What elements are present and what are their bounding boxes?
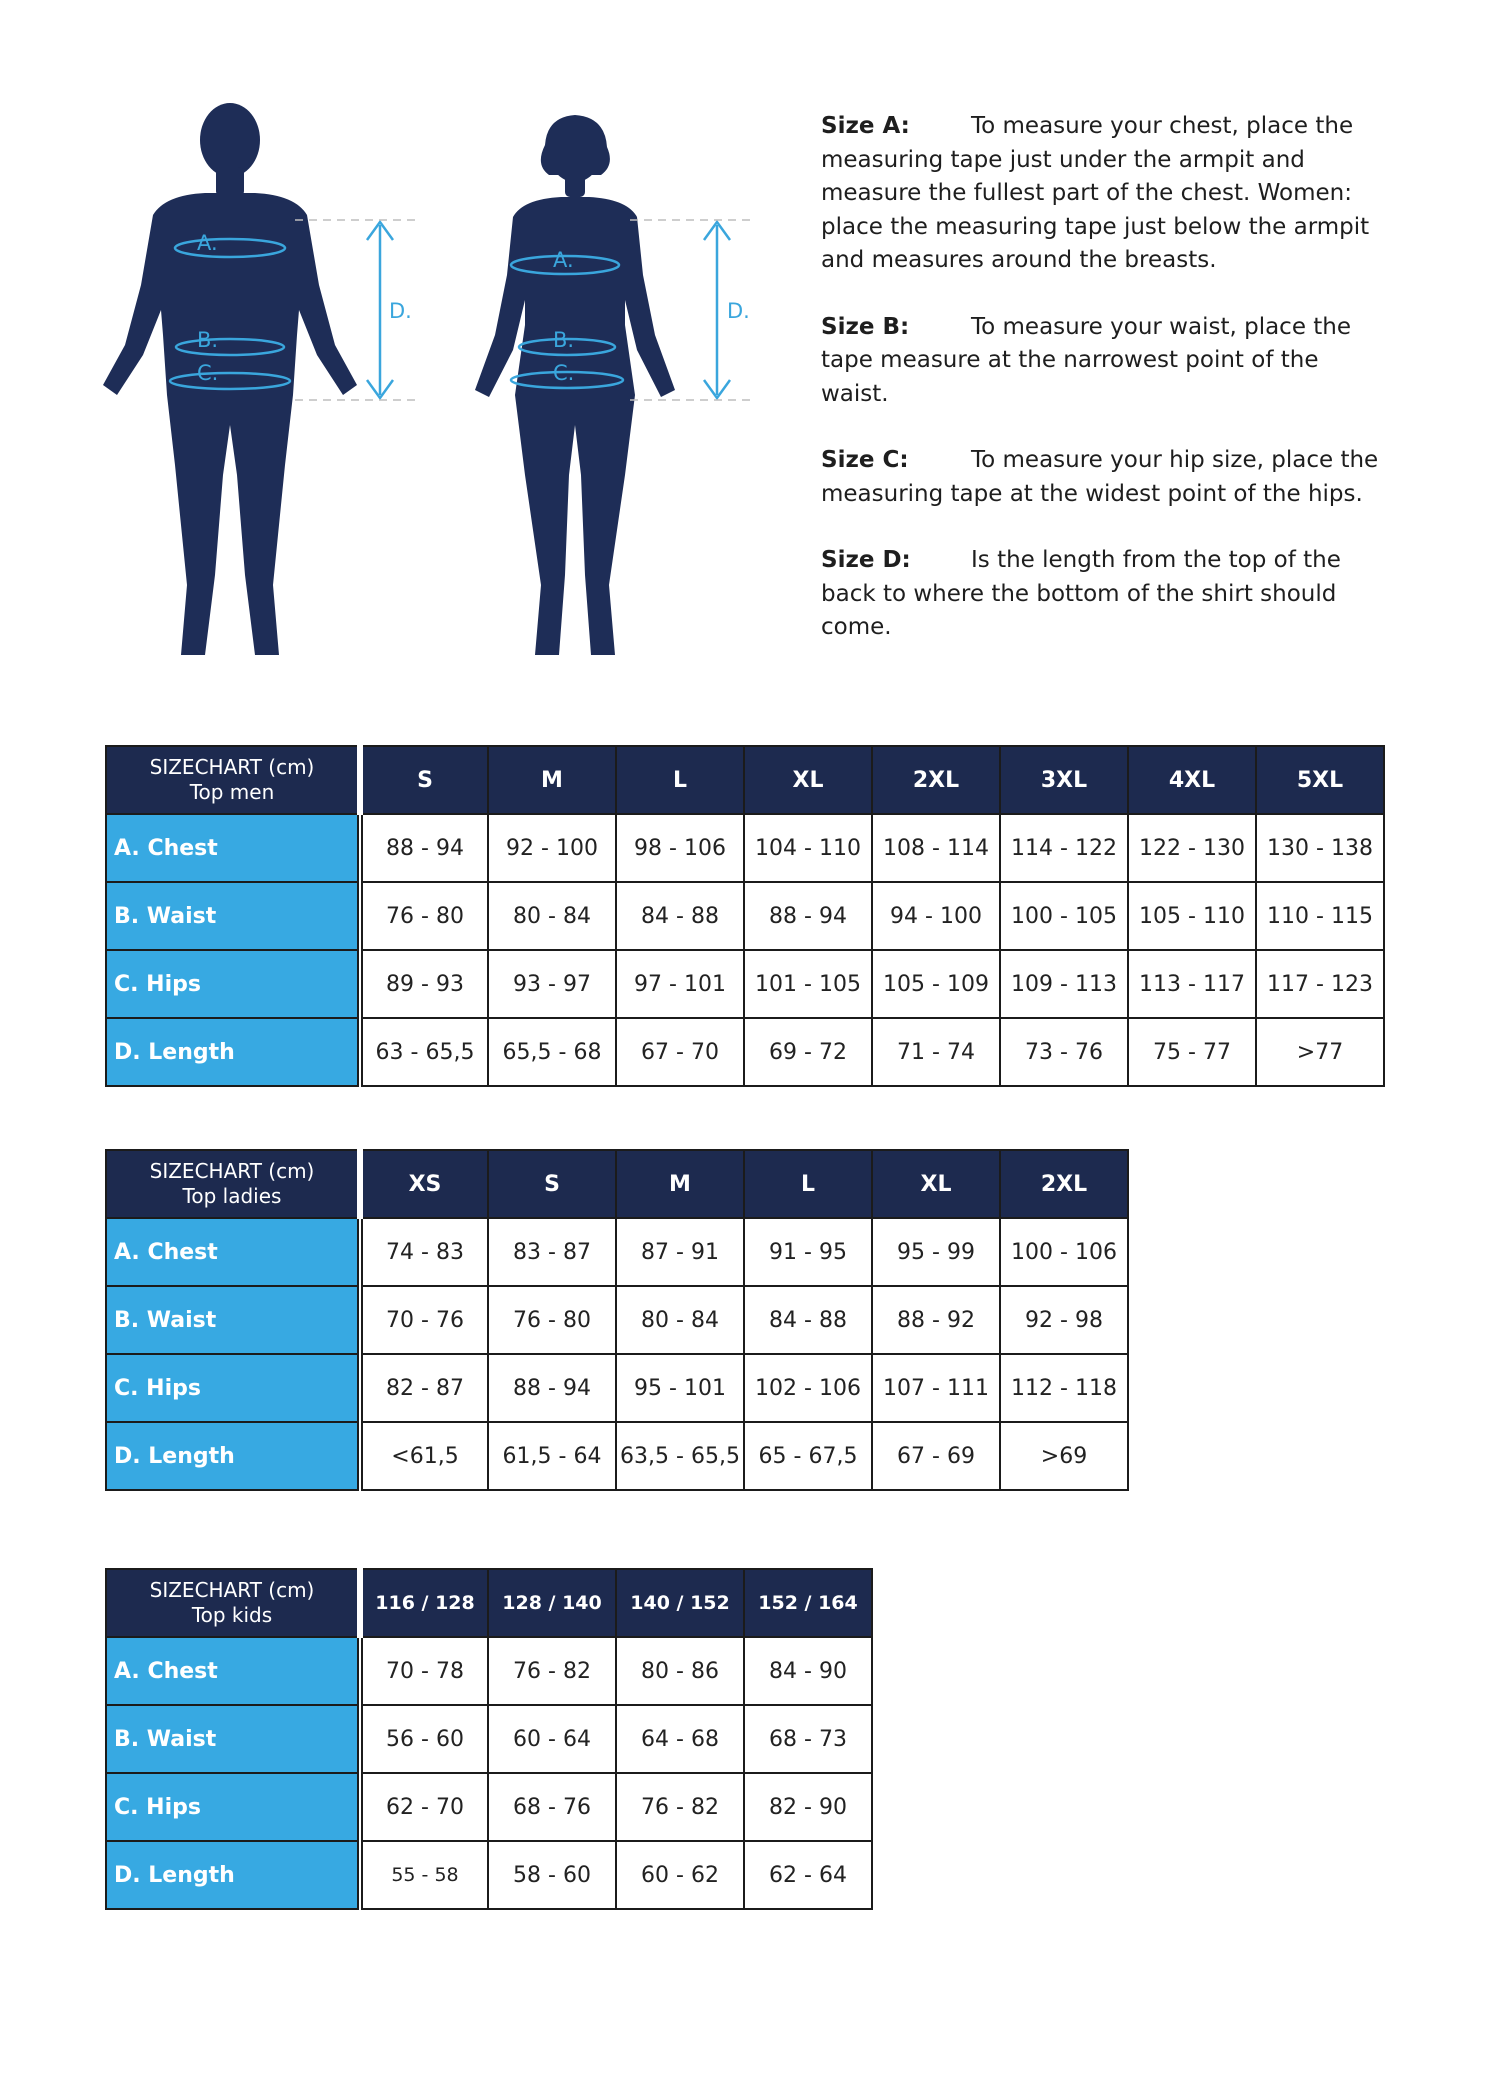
- table-cell: 84 - 88: [744, 1286, 872, 1354]
- row-label: A. Chest: [106, 814, 360, 882]
- instruction-title: Size C:: [821, 447, 909, 473]
- size-header: S: [488, 1150, 616, 1218]
- table-row: [106, 882, 1384, 950]
- table-cell: 56 - 60: [360, 1705, 488, 1773]
- table-cell: 112 - 118: [1000, 1354, 1128, 1422]
- instruction-text: To measure your chest, place the measuring tape just under the armpit and measure the fullest part of the chest. Women: place the measuring tape just below the armpit and measures around the breasts.: [821, 113, 1370, 273]
- table-cell: 68 - 76: [488, 1773, 616, 1841]
- table-cell: >77: [1256, 1018, 1384, 1086]
- size-header: M: [488, 746, 616, 814]
- row-label: A. Chest: [106, 1218, 360, 1286]
- size-header: XS: [360, 1150, 488, 1218]
- female-label-d: D.: [727, 299, 750, 323]
- row-label: B. Waist: [106, 882, 360, 950]
- table-row: [106, 1018, 1384, 1086]
- instruction-size-c: [821, 444, 1391, 511]
- sizechart-men-table: [105, 745, 1385, 1087]
- table-cell: 65 - 67,5: [744, 1422, 872, 1490]
- table-cell: 100 - 106: [1000, 1218, 1128, 1286]
- table-cell: 69 - 72: [744, 1018, 872, 1086]
- male-label-b: B.: [197, 328, 219, 352]
- instruction-title: Size A:: [821, 113, 910, 139]
- table-cell: 80 - 86: [616, 1637, 744, 1705]
- table-row: [106, 1422, 1128, 1490]
- table-cell: 91 - 95: [744, 1218, 872, 1286]
- table-cell: >69: [1000, 1422, 1128, 1490]
- table-cell: 117 - 123: [1256, 950, 1384, 1018]
- size-header: L: [616, 746, 744, 814]
- female-label-b: B.: [553, 328, 575, 352]
- row-label: B. Waist: [106, 1286, 360, 1354]
- table-cell: 98 - 106: [616, 814, 744, 882]
- table-cell: 88 - 94: [488, 1354, 616, 1422]
- male-label-a: A.: [197, 231, 218, 255]
- instruction-text: Is the length from the top of the back to where the bottom of the shirt should come.: [821, 547, 1341, 640]
- table-title-line2: Top men: [189, 780, 275, 804]
- table-cell: 100 - 105: [1000, 882, 1128, 950]
- female-silhouette: [475, 115, 675, 655]
- table-cell: 67 - 69: [872, 1422, 1000, 1490]
- table-title-cell: [106, 1150, 360, 1218]
- table-cell: 68 - 73: [744, 1705, 872, 1773]
- table-cell: 63 - 65,5: [360, 1018, 488, 1086]
- table-cell: 63,5 - 65,5: [616, 1422, 744, 1490]
- size-header: 2XL: [872, 746, 1000, 814]
- table-cell: 62 - 64: [744, 1841, 872, 1909]
- table-row: [106, 1218, 1128, 1286]
- size-header: 5XL: [1256, 746, 1384, 814]
- size-header: 4XL: [1128, 746, 1256, 814]
- table-cell: 94 - 100: [872, 882, 1000, 950]
- instruction-size-b: [821, 311, 1391, 412]
- table-row: [106, 1286, 1128, 1354]
- table-cell: 82 - 87: [360, 1354, 488, 1422]
- table-title-line2: Top ladies: [182, 1184, 282, 1208]
- table-row: [106, 814, 1384, 882]
- table-cell: 71 - 74: [872, 1018, 1000, 1086]
- table-cell: 102 - 106: [744, 1354, 872, 1422]
- female-label-c: C.: [553, 361, 575, 385]
- male-silhouette: [103, 103, 357, 655]
- table-cell: 62 - 70: [360, 1773, 488, 1841]
- table-cell: 88 - 92: [872, 1286, 1000, 1354]
- table-cell: 95 - 99: [872, 1218, 1000, 1286]
- table-cell: 75 - 77: [1128, 1018, 1256, 1086]
- table-cell: 113 - 117: [1128, 950, 1256, 1018]
- instruction-title: Size D:: [821, 547, 911, 573]
- row-label: D. Length: [106, 1422, 360, 1490]
- table-cell: 109 - 113: [1000, 950, 1128, 1018]
- row-label: D. Length: [106, 1841, 360, 1909]
- size-header: 116 / 128: [360, 1569, 488, 1637]
- table-title-cell: [106, 1569, 360, 1637]
- table-cell: 92 - 98: [1000, 1286, 1128, 1354]
- table-cell: 60 - 62: [616, 1841, 744, 1909]
- table-row: [106, 1354, 1128, 1422]
- instruction-title: Size B:: [821, 313, 910, 340]
- table-cell: 97 - 101: [616, 950, 744, 1018]
- table-cell: 92 - 100: [488, 814, 616, 882]
- size-header: XL: [744, 746, 872, 814]
- table-cell: 101 - 105: [744, 950, 872, 1018]
- table-cell: 58 - 60: [488, 1841, 616, 1909]
- table-cell: 73 - 76: [1000, 1018, 1128, 1086]
- instruction-size-d: [821, 544, 1391, 645]
- table-title-line2: Top kids: [191, 1603, 273, 1627]
- table-cell: 84 - 88: [616, 882, 744, 950]
- table-cell: 87 - 91: [616, 1218, 744, 1286]
- table-cell: 130 - 138: [1256, 814, 1384, 882]
- row-label: C. Hips: [106, 950, 360, 1018]
- table-title-cell: [106, 746, 360, 814]
- table-cell: 108 - 114: [872, 814, 1000, 882]
- male-label-d: D.: [389, 299, 412, 323]
- size-header: 128 / 140: [488, 1569, 616, 1637]
- table-cell: 76 - 82: [616, 1773, 744, 1841]
- row-label: C. Hips: [106, 1354, 360, 1422]
- table-cell: 76 - 80: [488, 1286, 616, 1354]
- size-header: M: [616, 1150, 744, 1218]
- instruction-size-a: [821, 110, 1391, 278]
- table-cell: 67 - 70: [616, 1018, 744, 1086]
- figures-svg: [95, 95, 795, 695]
- table-cell: 122 - 130: [1128, 814, 1256, 882]
- size-header: 140 / 152: [616, 1569, 744, 1637]
- table-cell: 65,5 - 68: [488, 1018, 616, 1086]
- body-measurement-figures: [95, 95, 795, 695]
- table-cell: 105 - 109: [872, 950, 1000, 1018]
- table-cell: 88 - 94: [744, 882, 872, 950]
- size-header: XL: [872, 1150, 1000, 1218]
- table-cell: 83 - 87: [488, 1218, 616, 1286]
- table-header-row: [106, 1150, 1128, 1218]
- row-label: A. Chest: [106, 1637, 360, 1705]
- sizechart-ladies-table: [105, 1149, 1129, 1491]
- table-header-row: [106, 746, 1384, 814]
- instruction-text: To measure your hip size, place the measuring tape at the widest point of the hips.: [821, 447, 1379, 507]
- table-cell: 55 - 58: [360, 1841, 488, 1909]
- table-cell: 76 - 82: [488, 1637, 616, 1705]
- male-label-c: C.: [197, 361, 219, 385]
- size-header: S: [360, 746, 488, 814]
- measurement-instructions: [821, 110, 1391, 678]
- table-cell: 104 - 110: [744, 814, 872, 882]
- table-title-line1: SIZECHART (cm): [149, 1578, 315, 1602]
- table-cell: 64 - 68: [616, 1705, 744, 1773]
- table-cell: 110 - 115: [1256, 882, 1384, 950]
- size-header: 3XL: [1000, 746, 1128, 814]
- table-cell: 80 - 84: [616, 1286, 744, 1354]
- table-cell: 84 - 90: [744, 1637, 872, 1705]
- row-label: C. Hips: [106, 1773, 360, 1841]
- table-cell: <61,5: [360, 1422, 488, 1490]
- table-cell: 114 - 122: [1000, 814, 1128, 882]
- table-cell: 61,5 - 64: [488, 1422, 616, 1490]
- size-header: 2XL: [1000, 1150, 1128, 1218]
- table-cell: 70 - 76: [360, 1286, 488, 1354]
- table-title-line1: SIZECHART (cm): [149, 1159, 315, 1183]
- size-header: L: [744, 1150, 872, 1218]
- row-label: B. Waist: [106, 1705, 360, 1773]
- instruction-text: To measure your waist, place the tape measure at the narrowest point of the waist.: [821, 313, 1352, 407]
- row-label: D. Length: [106, 1018, 360, 1086]
- table-cell: 82 - 90: [744, 1773, 872, 1841]
- table-cell: 95 - 101: [616, 1354, 744, 1422]
- table-cell: 80 - 84: [488, 882, 616, 950]
- table-cell: 107 - 111: [872, 1354, 1000, 1422]
- table-cell: 88 - 94: [360, 814, 488, 882]
- female-label-a: A.: [553, 248, 574, 272]
- table-cell: 105 - 110: [1128, 882, 1256, 950]
- table-cell: 74 - 83: [360, 1218, 488, 1286]
- table-cell: 93 - 97: [488, 950, 616, 1018]
- table-title-line1: SIZECHART (cm): [149, 755, 315, 779]
- table-row: [106, 1705, 872, 1773]
- table-header-row: [106, 1569, 872, 1637]
- table-row: [106, 1773, 872, 1841]
- table-row: [106, 1637, 872, 1705]
- table-row: [106, 950, 1384, 1018]
- sizechart-kids-table: [105, 1568, 873, 1910]
- table-cell: 70 - 78: [360, 1637, 488, 1705]
- table-cell: 89 - 93: [360, 950, 488, 1018]
- table-cell: 76 - 80: [360, 882, 488, 950]
- table-cell: 60 - 64: [488, 1705, 616, 1773]
- table-row: [106, 1841, 872, 1909]
- size-header: 152 / 164: [744, 1569, 872, 1637]
